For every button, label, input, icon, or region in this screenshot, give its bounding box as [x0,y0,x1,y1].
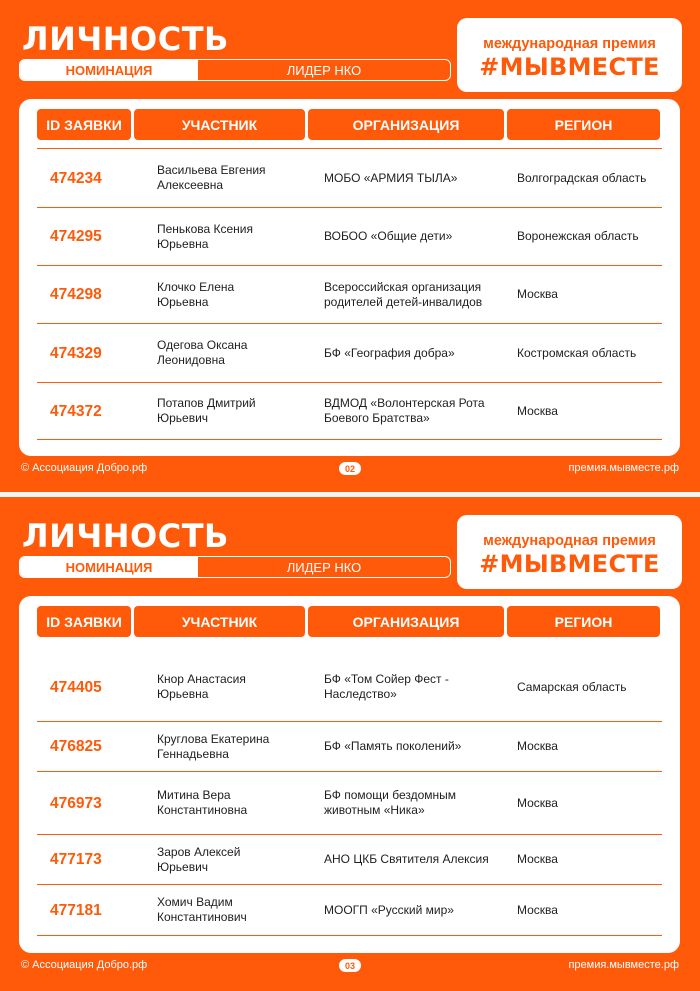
cell-id: 474298 [50,286,102,303]
cell-organization: МООГП «Русский мир» [324,902,454,917]
cell-participant: Васильева Евгения Алексеевна [157,163,266,192]
header-participant: УЧАСТНИК [134,606,305,637]
cell-organization: Всероссийская организация родителей детей-инвалидов [324,279,483,309]
table-row [37,323,662,382]
cell-region: Москва [517,739,558,753]
cell-id: 477173 [50,851,102,868]
table-card [19,596,680,953]
footer-website: премия.мывместе.рф [568,462,679,474]
cell-id: 474234 [50,169,102,187]
cell-region: Москва [517,403,558,418]
table-card [19,99,680,456]
cell-participant: Митина Вера Константиновна [157,788,248,817]
page-title: ЛИЧНОСТЬ [22,517,229,555]
cell-region: Москва [517,795,558,810]
cell-participant: Круглова Екатерина Геннадьевна [157,731,270,761]
cell-region: Москва [517,287,558,301]
header-organization: ОРГАНИЗАЦИЯ [308,109,504,140]
footer-copyright: © Ассоциация Добро.рф [21,959,148,971]
cell-participant: Одегова Оксана Леонидовна [157,338,248,367]
cell-id: 474295 [50,228,102,245]
cell-id: 476973 [50,794,102,812]
footer-website: премия.мывместе.рф [568,959,679,971]
table-row [37,207,662,265]
cell-organization: МОБО «АРМИЯ ТЫЛА» [324,170,458,185]
nomination-value: ЛИДЕР НКО [286,559,362,575]
cell-region: Костромская область [517,345,637,360]
table-row [37,884,662,936]
table-row [37,771,662,834]
page-footer [0,956,700,976]
cell-region: Самарская область [517,679,627,694]
cell-id: 474372 [50,402,102,420]
brand-hashtag: #МЫВМЕСТЕ [479,53,660,81]
cell-organization: ВОБОО «Общие дети» [324,229,453,243]
table-row [37,265,662,323]
nomination-bar [19,59,451,81]
cell-region: Воронежская область [517,229,639,243]
cell-participant: Пенькова Ксения Юрьевна [157,221,253,251]
page-footer [0,459,700,479]
cell-participant: Кнор Анастасия Юрьевна [157,672,246,701]
cell-id: 474329 [50,344,102,362]
page-title: ЛИЧНОСТЬ [22,20,229,58]
header-region: РЕГИОН [507,109,660,140]
table-row [37,148,662,207]
table-body [37,148,662,440]
cell-id: 477181 [50,901,102,919]
table-header [37,606,660,637]
table-header [37,109,660,140]
header-participant: УЧАСТНИК [134,109,305,140]
brand-hashtag: #МЫВМЕСТЕ [479,550,660,578]
cell-id: 476825 [50,738,102,755]
cell-participant: Заров Алексей Юрьевич [157,844,241,874]
footer-copyright: © Ассоциация Добро.рф [21,462,148,474]
page-number-badge: 03 [339,959,361,972]
cell-participant: Хомич Вадим Константинович [157,895,247,924]
header-id: ID ЗАЯВКИ [37,606,131,637]
cell-organization: ВДМОД «Волонтерская Рота Боевого Братства» [324,396,485,425]
document-page-03 [0,497,700,991]
cell-organization: АНО ЦКБ Святителя Алексия [324,852,489,866]
cell-organization: БФ «Том Сойер Фест - Наследство» [324,672,449,701]
brand-subtitle: международная премия [483,533,656,549]
nomination-value: ЛИДЕР НКО [286,62,362,78]
header-region: РЕГИОН [507,606,660,637]
nomination-label: НОМИНАЦИЯ [20,60,198,80]
nomination-bar [19,556,451,578]
table-row [37,721,662,771]
table-body [37,653,662,936]
document-page-02 [0,0,700,492]
brand-subtitle: международная премия [483,36,656,52]
cell-region: Москва [517,852,558,866]
brand-logo [457,515,682,589]
cell-region: Волгоградская область [517,170,647,185]
nomination-label: НОМИНАЦИЯ [20,557,198,577]
cell-id: 474405 [50,678,102,696]
cell-organization: БФ «Память поколений» [324,739,462,753]
header-organization: ОРГАНИЗАЦИЯ [308,606,504,637]
cell-organization: БФ «География добра» [324,345,455,360]
table-row [37,382,662,440]
table-row [37,653,662,721]
cell-participant: Клочко Елена Юрьевна [157,279,235,309]
cell-region: Москва [517,902,558,917]
cell-participant: Потапов Дмитрий Юрьевич [157,396,256,425]
cell-organization: БФ помощи бездомным животным «Ника» [324,788,457,817]
brand-logo [457,18,682,92]
table-row [37,834,662,884]
page-number-badge: 02 [339,462,361,475]
header-id: ID ЗАЯВКИ [37,109,131,140]
